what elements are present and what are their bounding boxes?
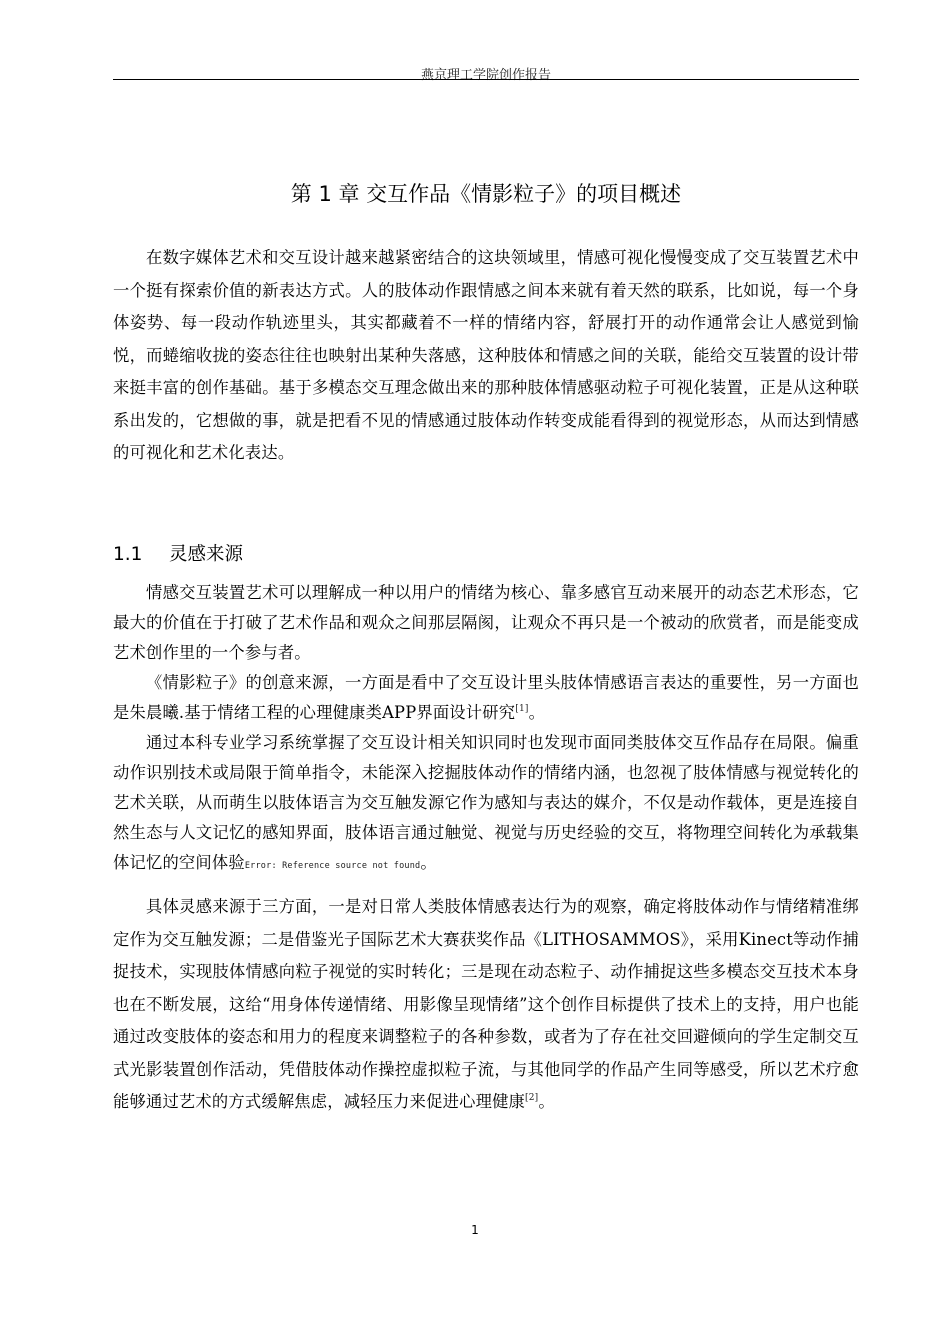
section-title: 灵感来源 bbox=[169, 544, 244, 565]
citation-1[interactable]: [1] bbox=[515, 704, 529, 714]
paragraph-4-end: 。 bbox=[538, 1092, 555, 1111]
chapter-title: 第 1 章 交互作品《情影粒子》的项目概述 bbox=[290, 182, 682, 206]
paragraph-3 bbox=[113, 728, 859, 881]
paragraph-4 bbox=[113, 891, 859, 1119]
section-number: 1.1 bbox=[113, 544, 143, 565]
paragraph-2-text: 《情影粒子》的创意来源，一方面是看中了交互设计里头肢体情感语言表达的重要性，另一方面也是朱晨曦.基于情绪工程的心理健康类APP界面设计研究 bbox=[113, 673, 859, 722]
paragraph-2 bbox=[113, 668, 859, 728]
intro-section bbox=[113, 242, 859, 470]
paragraph-1: 情感交互装置艺术可以理解成一种以用户的情绪为核心、靠多感官互动来展开的动态艺术形态，它最大的价值在于打破了艺术作品和观众之间那层隔阂，让观众不再只是一个被动的欣赏者，而是能变成艺术创作里的一个参与者。 bbox=[113, 583, 859, 662]
reference-error: Error: Reference source not found bbox=[244, 861, 421, 871]
intro-paragraph: 在数字媒体艺术和交互设计越来越紧密结合的这块领域里，情感可视化慢慢变成了交互装置艺术中一个挺有探索价值的新表达方式。人的肢体动作跟情感之间本来就有着天然的联系，比如说，每一个身体姿势、每一段动作轨迹里头，其实都藏着不一样的情绪内容，舒展打开的动作通常会让人感觉到愉悦，而蜷缩收拢的姿态往往也映射出某种失落感，这种肢体和情感之间的关联，能给交互装置的设计带来挺丰富的创作基础。基于多模态交互理念做出来的那种肢体情感驱动粒子可视化装置，正是从这种联系出发的，它想做的事，就是把看不见的情感通过肢体动作转变成能看得到的视觉形态，从而达到情感的可视化和艺术化表达。 bbox=[113, 248, 859, 462]
paragraph-4-text: 具体灵感来源于三方面，一是对日常人类肢体情感表达行为的观察，确定将肢体动作与情绪精准绑定作为交互触发源；二是借鉴光子国际艺术大赛获奖作品《LITHOSAMMOS》，采用Kinect等动作捕捉技术，实现肢体情感向粒子视觉的实时转化；三是现在动态粒子、动作捕捉这些多模态交互技术本身也在不断发展，这给“用身体传递情绪、用影像呈现情绪”这个创作目标提供了技术上的支持，用户也能通过改变肢体的姿态和用力的程度来调整粒子的各种参数，或者为了存在社交回避倾向的学生定制交互式光影装置创作活动，凭借肢体动作操控虚拟粒子流，与其他同学的作品产生同等感受，所以艺术疗愈能够通过艺术的方式缓解焦虑，减轻压力来促进心理健康 bbox=[113, 897, 859, 1111]
header-rule bbox=[113, 79, 859, 80]
paragraph-3-text: 通过本科专业学习系统掌握了交互设计相关知识同时也发现市面同类肢体交互作品存在局限。偏重动作识别技术或局限于简单指令，未能深入挖掘肢体动作的情绪内涵，也忽视了肢体情感与视觉转化的艺术关联，从而萌生以肢体语言为交互触发源它作为感知与表达的媒介，不仅是动作载体，更是连接自然生态与人文记忆的感知界面，肢体语言通过触觉、视觉与历史经验的交互，将物理空间转化为承载集体记忆的空间体验 bbox=[113, 733, 859, 872]
paragraph-2-end: 。 bbox=[528, 703, 546, 722]
running-header: 燕京理工学院创作报告 bbox=[420, 68, 551, 83]
paragraph-3-end: 。 bbox=[420, 853, 437, 872]
section-body bbox=[113, 578, 859, 1119]
section-heading bbox=[113, 540, 243, 566]
citation-2[interactable]: [2] bbox=[525, 1093, 539, 1103]
page-number: 1 bbox=[471, 1223, 479, 1237]
